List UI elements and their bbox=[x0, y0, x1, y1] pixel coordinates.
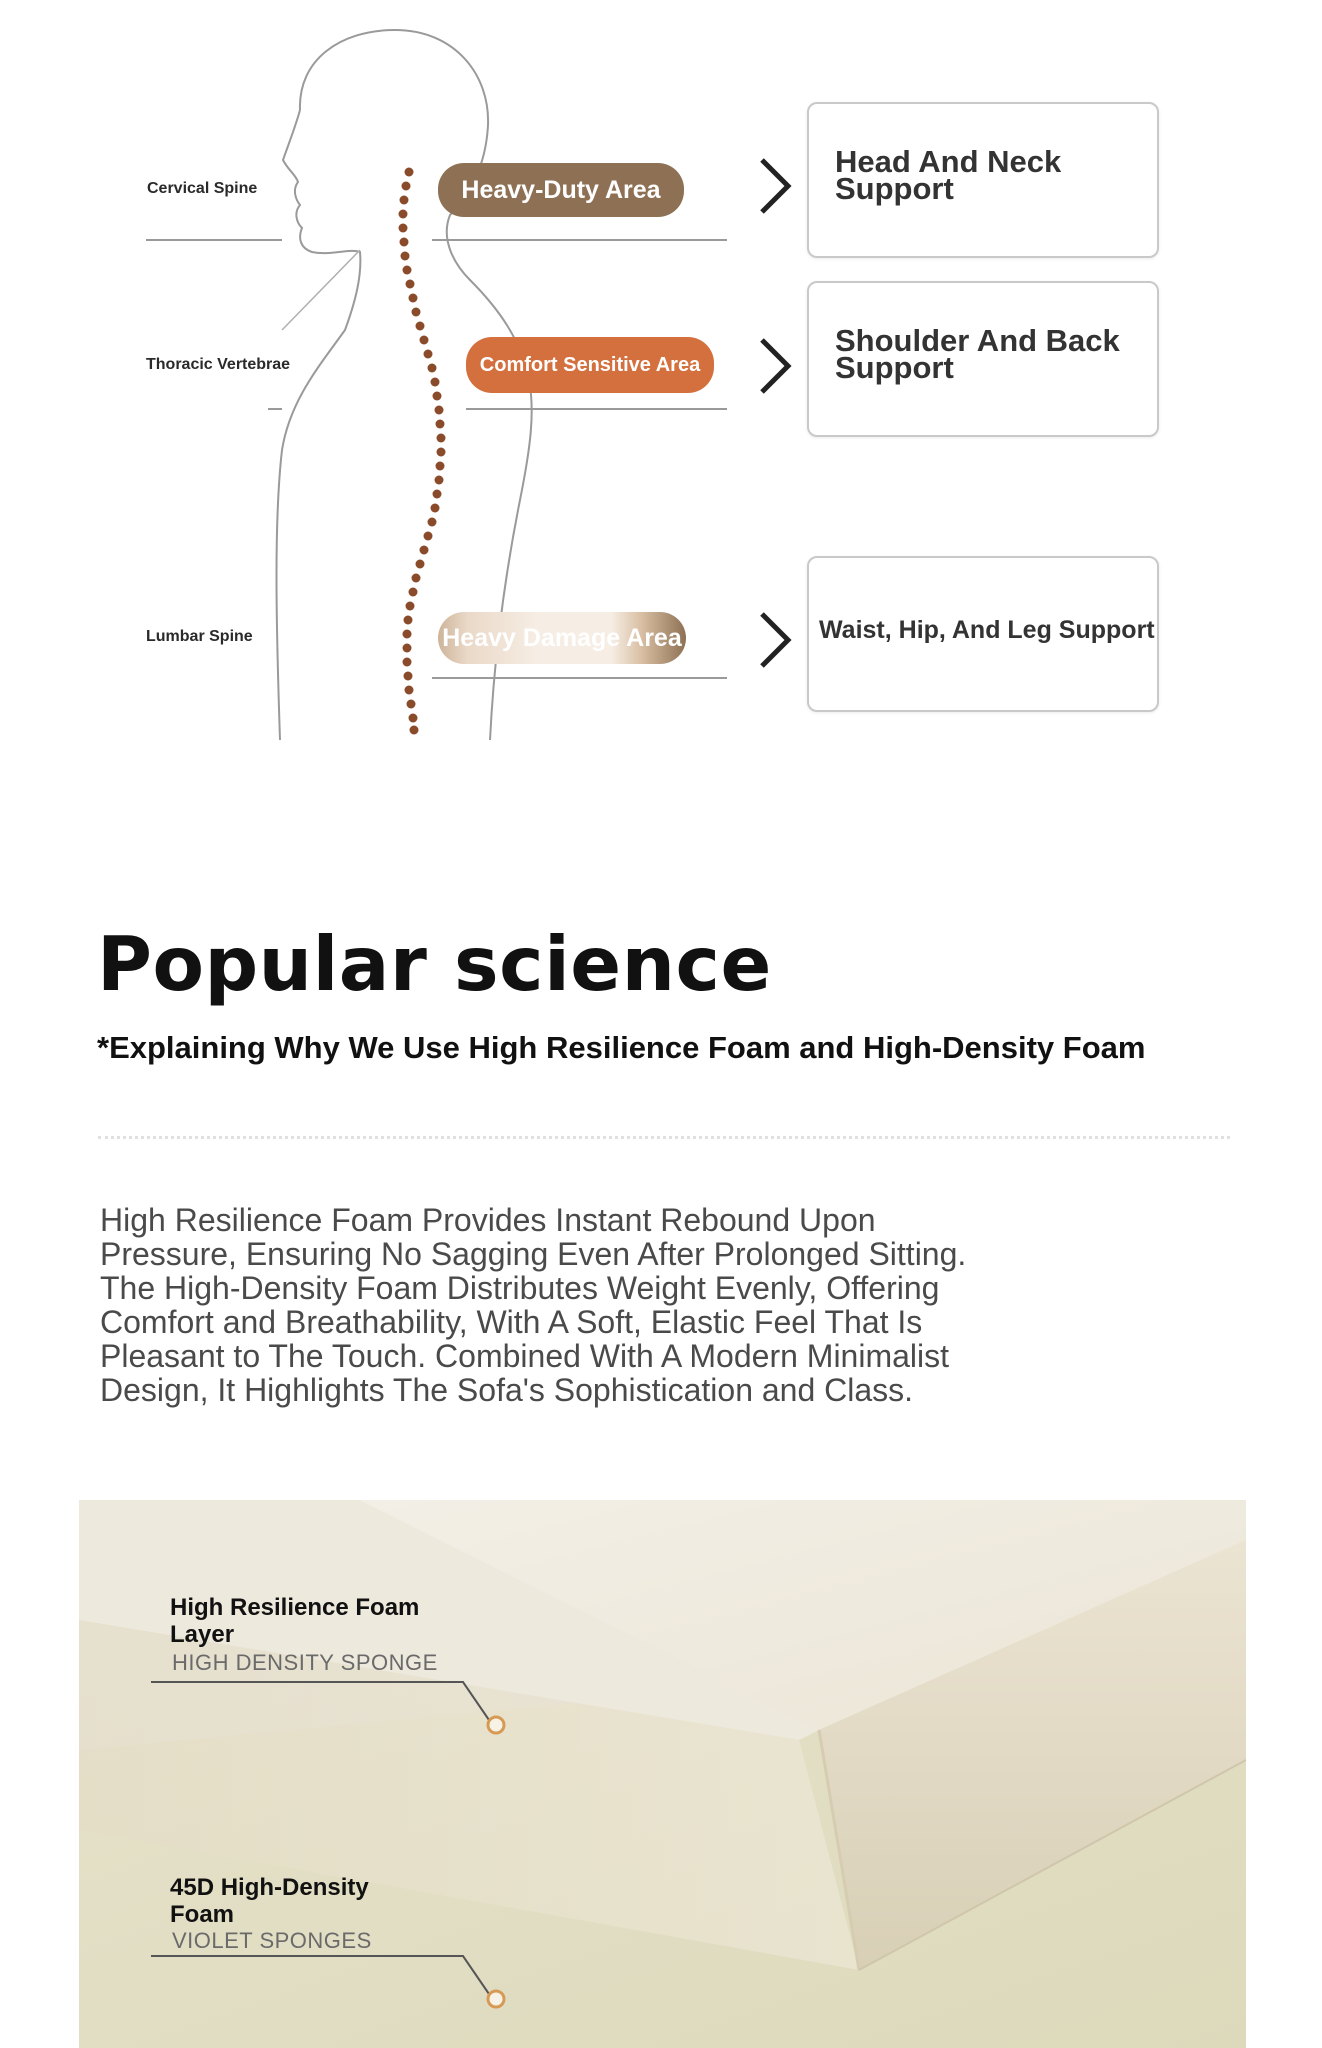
waist-hip-leg-support-box bbox=[807, 556, 1159, 712]
heavy-damage-area-pill: Heavy Damage Area bbox=[438, 612, 686, 664]
shoulder-back-support-box bbox=[807, 281, 1159, 437]
foam-layer-subtitle: HIGH DENSITY SPONGE bbox=[172, 1650, 438, 1675]
support-label: Shoulder And Back Support bbox=[835, 323, 1120, 385]
chevron-right-icon bbox=[756, 336, 796, 396]
foam-layers-image bbox=[79, 1500, 1246, 2048]
popular-science-subtitle: *Explaining Why We Use High Resilience Foam and High-Density Foam bbox=[97, 1030, 1146, 1065]
chevron-right-icon bbox=[756, 610, 796, 670]
head-neck-support-box bbox=[807, 102, 1159, 258]
support-label: Waist, Hip, And Leg Support bbox=[819, 616, 1155, 644]
popular-science-body: High Resilience Foam Provides Instant Rebound Upon Pressure, Ensuring No Sagging Even After Prolonged Sitting. The High-Density Foam Distributes Weight Evenly, Offering Comfort and Breathability, With A Soft, Elastic Feel That Is Pleasant to The Touch. Combined With A Modern Minimalist Design, It Highlights The Sofa's Sophistication and Class. bbox=[100, 1202, 967, 1408]
foam-layer-title: 45D High-Density Foam bbox=[170, 1874, 369, 1928]
section-divider bbox=[98, 1136, 1230, 1139]
spine-dots bbox=[399, 168, 446, 735]
foam-layer-subtitle: VIOLET SPONGES bbox=[172, 1928, 372, 1953]
cervical-spine-label: Cervical Spine bbox=[147, 180, 258, 197]
heavy-duty-area-pill: Heavy-Duty Area bbox=[438, 163, 684, 217]
lumbar-spine-label: Lumbar Spine bbox=[146, 628, 253, 645]
comfort-sensitive-area-pill: Comfort Sensitive Area bbox=[466, 337, 714, 393]
support-label: Head And Neck Support bbox=[835, 144, 1062, 206]
spine-support-diagram bbox=[0, 0, 1322, 760]
popular-science-title: Popular science bbox=[97, 920, 772, 1008]
foam-layer-title: High Resilience Foam Layer bbox=[170, 1594, 420, 1648]
chevron-right-icon bbox=[756, 156, 796, 216]
foam-block-illustration bbox=[79, 1500, 1246, 2048]
thoracic-vertebrae-label: Thoracic Vertebrae bbox=[146, 356, 291, 373]
